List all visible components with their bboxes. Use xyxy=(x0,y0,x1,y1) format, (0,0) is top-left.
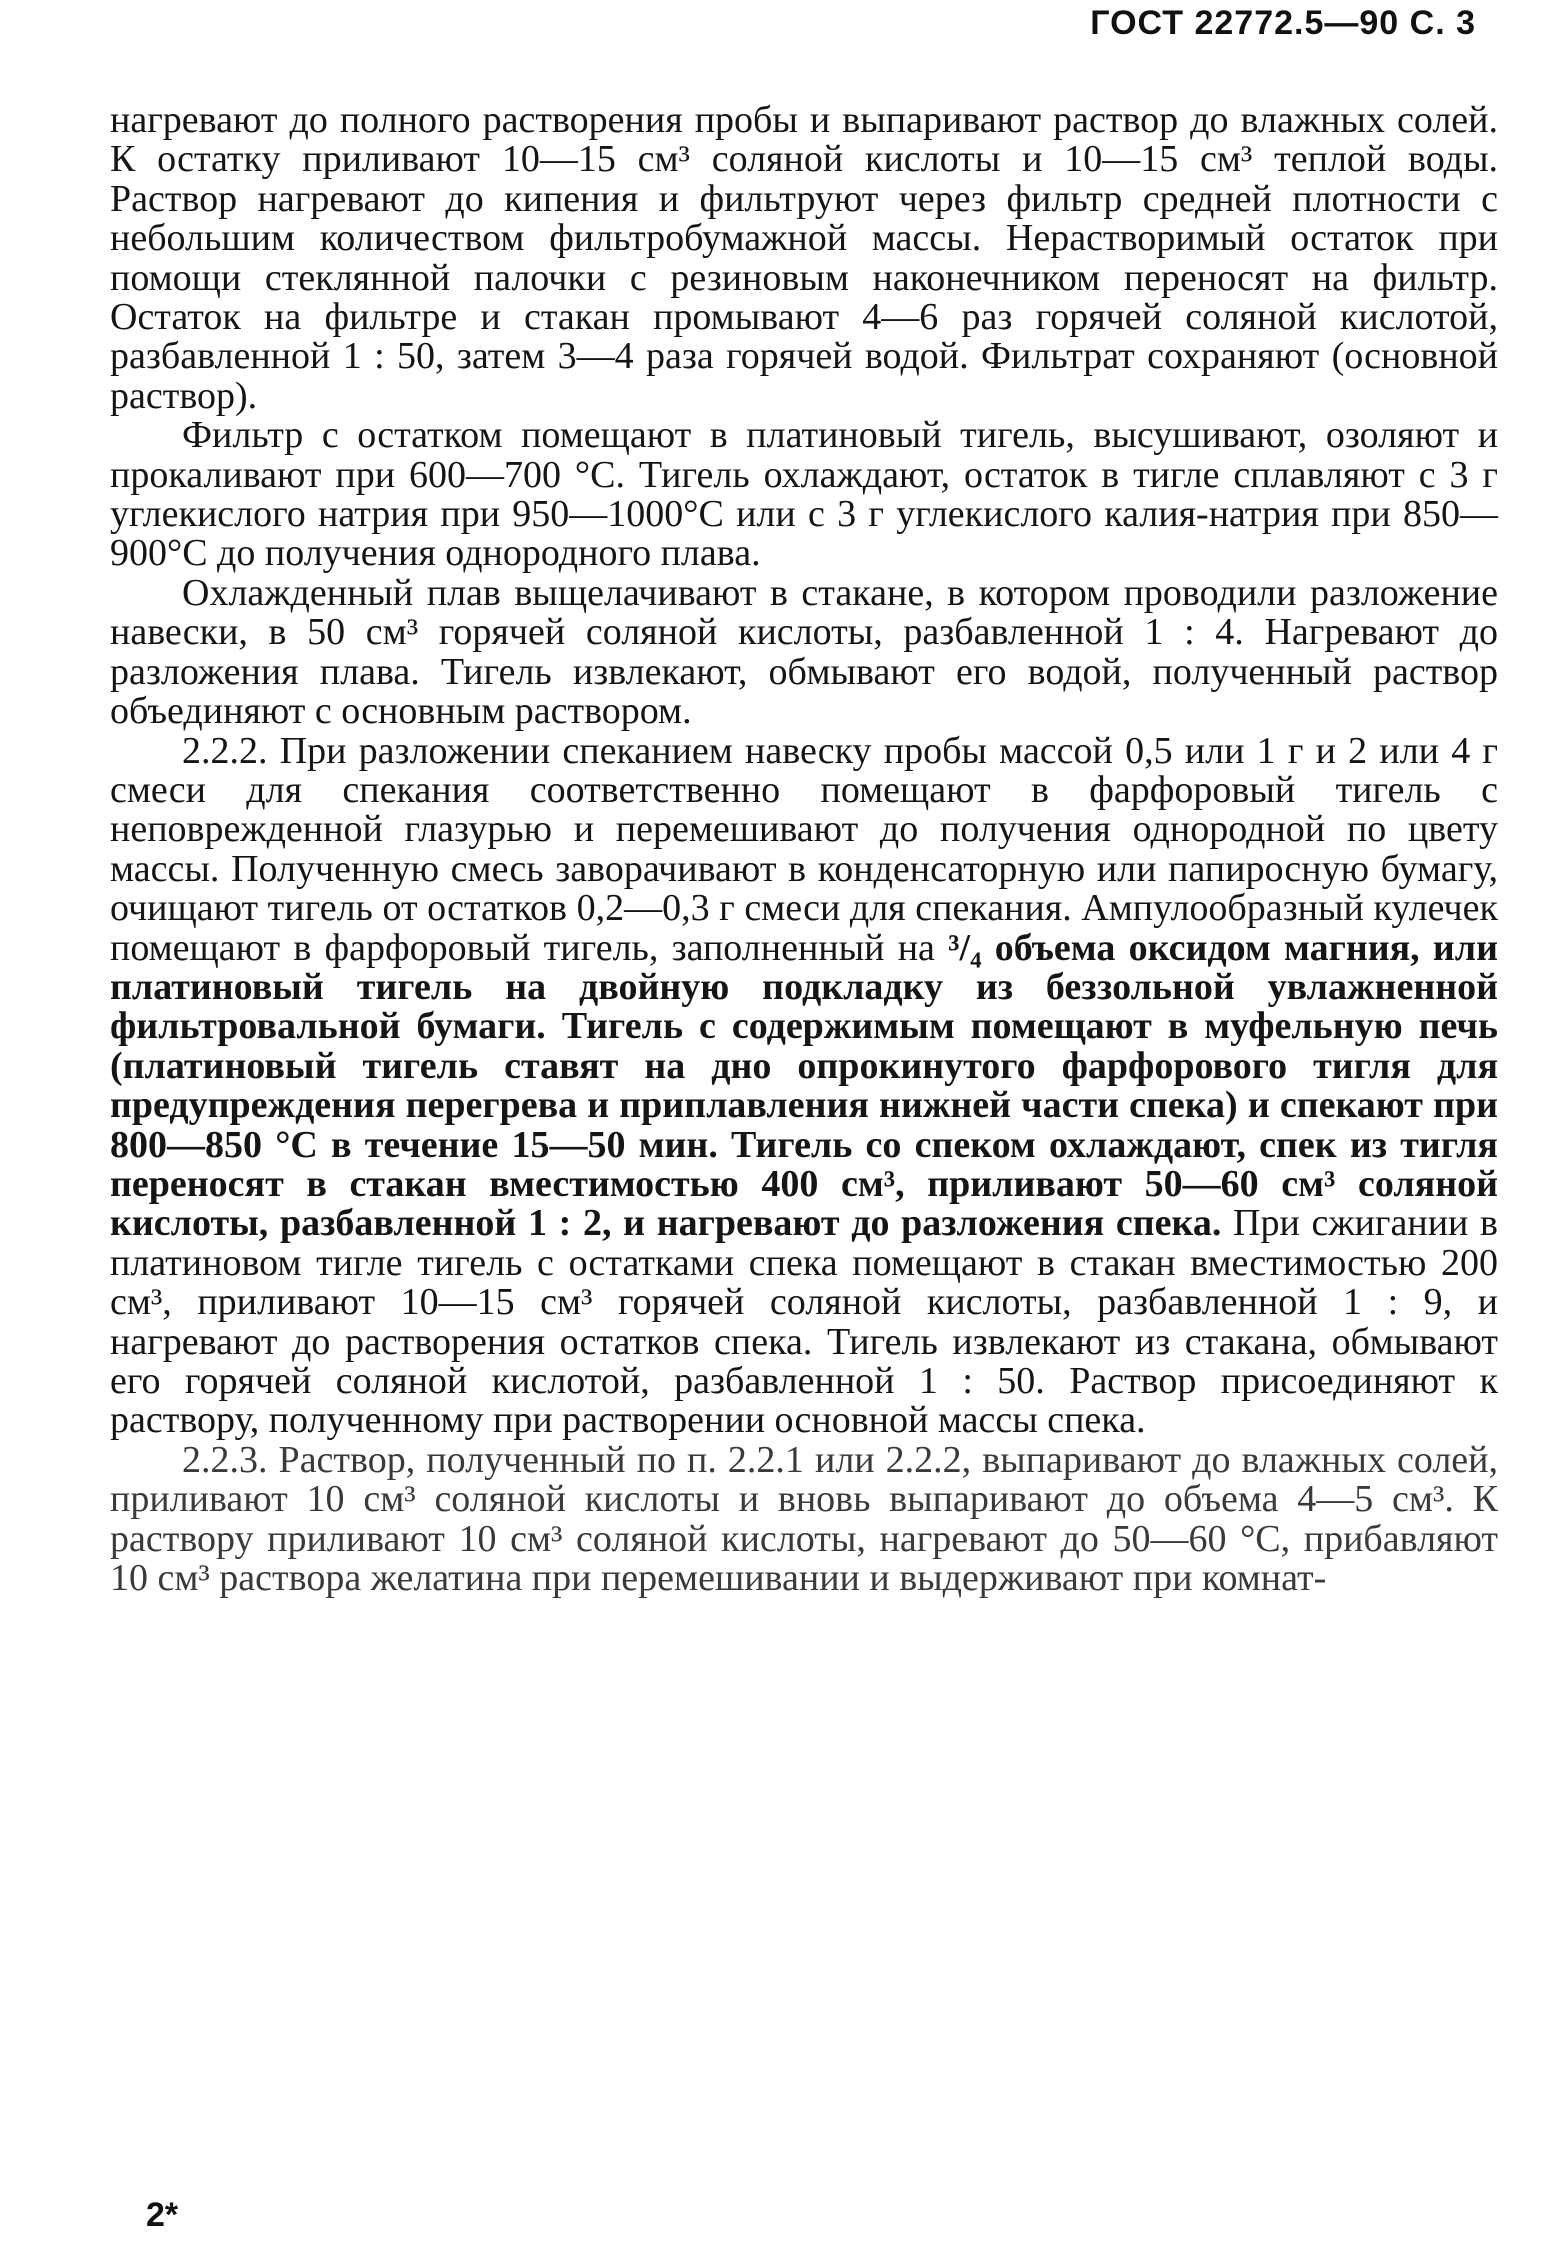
paragraph-5: 2.2.3. Раствор, полученный по п. 2.2.1 или 2.2.2, выпаривают до влажных солей, приливают 10 см³ соляной кислоты и вновь выпаривают до объема 4—5 см³. К раствору приливают 10 см³ соляной кислоты, нагревают до 50—60 °С, прибавляют 10 см³ раствора желатина при перемешивании и выдерживают при комнат- xyxy=(110,1438,1498,1600)
paragraph-3: Охлажденный плав выщелачивают в стакане, в котором проводили разложение навески, в 50 см³ горячей соляной кислоты, разбавленной 1 : 4. Нагревают до разложения плава. Тигель извлекают, обмывают его водой, полученный раствор объединяют с основным раствором. xyxy=(110,571,1498,733)
body-text xyxy=(110,101,1498,1598)
paragraph-1: нагревают до полного растворения пробы и выпаривают раствор до влажных солей. К остатку приливают 10—15 см³ соляной кислоты и 10—15 см³ теплой воды. Раствор нагревают до кипения и фильтруют через фильтр средней плотности с небольшим количеством фильтробумажной массы. Нерастворимый остаток при помощи стеклянной палочки с резиновым наконечником переносят на фильтр. Остаток на фильтре и стакан промывают 4—6 раз горячей соляной кислотой, разбавленной 1 : 50, затем 3—4 раза горячей водой. Фильтрат сохраняют (основной раствор). xyxy=(110,99,1498,417)
page-header: ГОСТ 22772.5—90 С. 3 xyxy=(1090,4,1476,42)
paragraph-4 xyxy=(110,729,1499,1442)
page-signature: 2* xyxy=(146,2196,179,2234)
paragraph-4-part-2: ³/₄ объема оксидом магния, или платиновый тигель на двойную подкладку из беззольной увлажненной фильтровальной бумаги. Тигель с содержимым помещают в муфельную печь (платиновый тигель ставят на дно опрокинутого фарфорового тигля для предупреждения перегрева и приплавления нижней части спека) и спекают при 800—850 °С в течение 15—50 мин. Тигель со спеком охлаждают, спек из тигля переносят в стакан вместимостью 400 см³, приливают 50—60 см³ соляной кислоты, разбавленной 1 : 2, и нагревают до разложения спека. xyxy=(110,926,1499,1245)
paragraph-4-part-3: При сжигании в платиновом тигле тигель с остатками спека помещают в стакан вместимостью 200 см³, приливают 10—15 см³ горячей соляной кислоты, разбавленной 1 : 9, и нагревают до растворения остатков спека. Тигель извлекают из стакана, обмывают его горячей соляной кислотой, разбавленной 1 : 50. Раствор присоединяют к раствору, полученному при растворении основной массы спека. xyxy=(110,1202,1498,1442)
paragraph-4-part-1: 2.2.2. При разложении спеканием навеску пробы массой 0,5 или 1 г и 2 или 4 г смеси для спекания соответственно помещают в фарфоровый тигель с неповрежденной глазурью и перемешивают до получения однородной по цвету массы. Полученную смесь заворачивают в конденсаторную или папиросную бумагу, очищают тигель от остатков 0,2—0,3 г смеси для спекания. Ампулообразный кулечек помещают в фарфоровый тигель, заполненный на xyxy=(110,729,1498,969)
paragraph-2: Фильтр с остатком помещают в платиновый тигель, высушивают, озоляют и прокаливают при 600—700 °С. Тигель охлаждают, остаток в тигле сплавляют с 3 г углекислого натрия при 950—1000°С или с 3 г углекислого калия-натрия при 850—900°С до получения однородного плава. xyxy=(110,414,1498,575)
